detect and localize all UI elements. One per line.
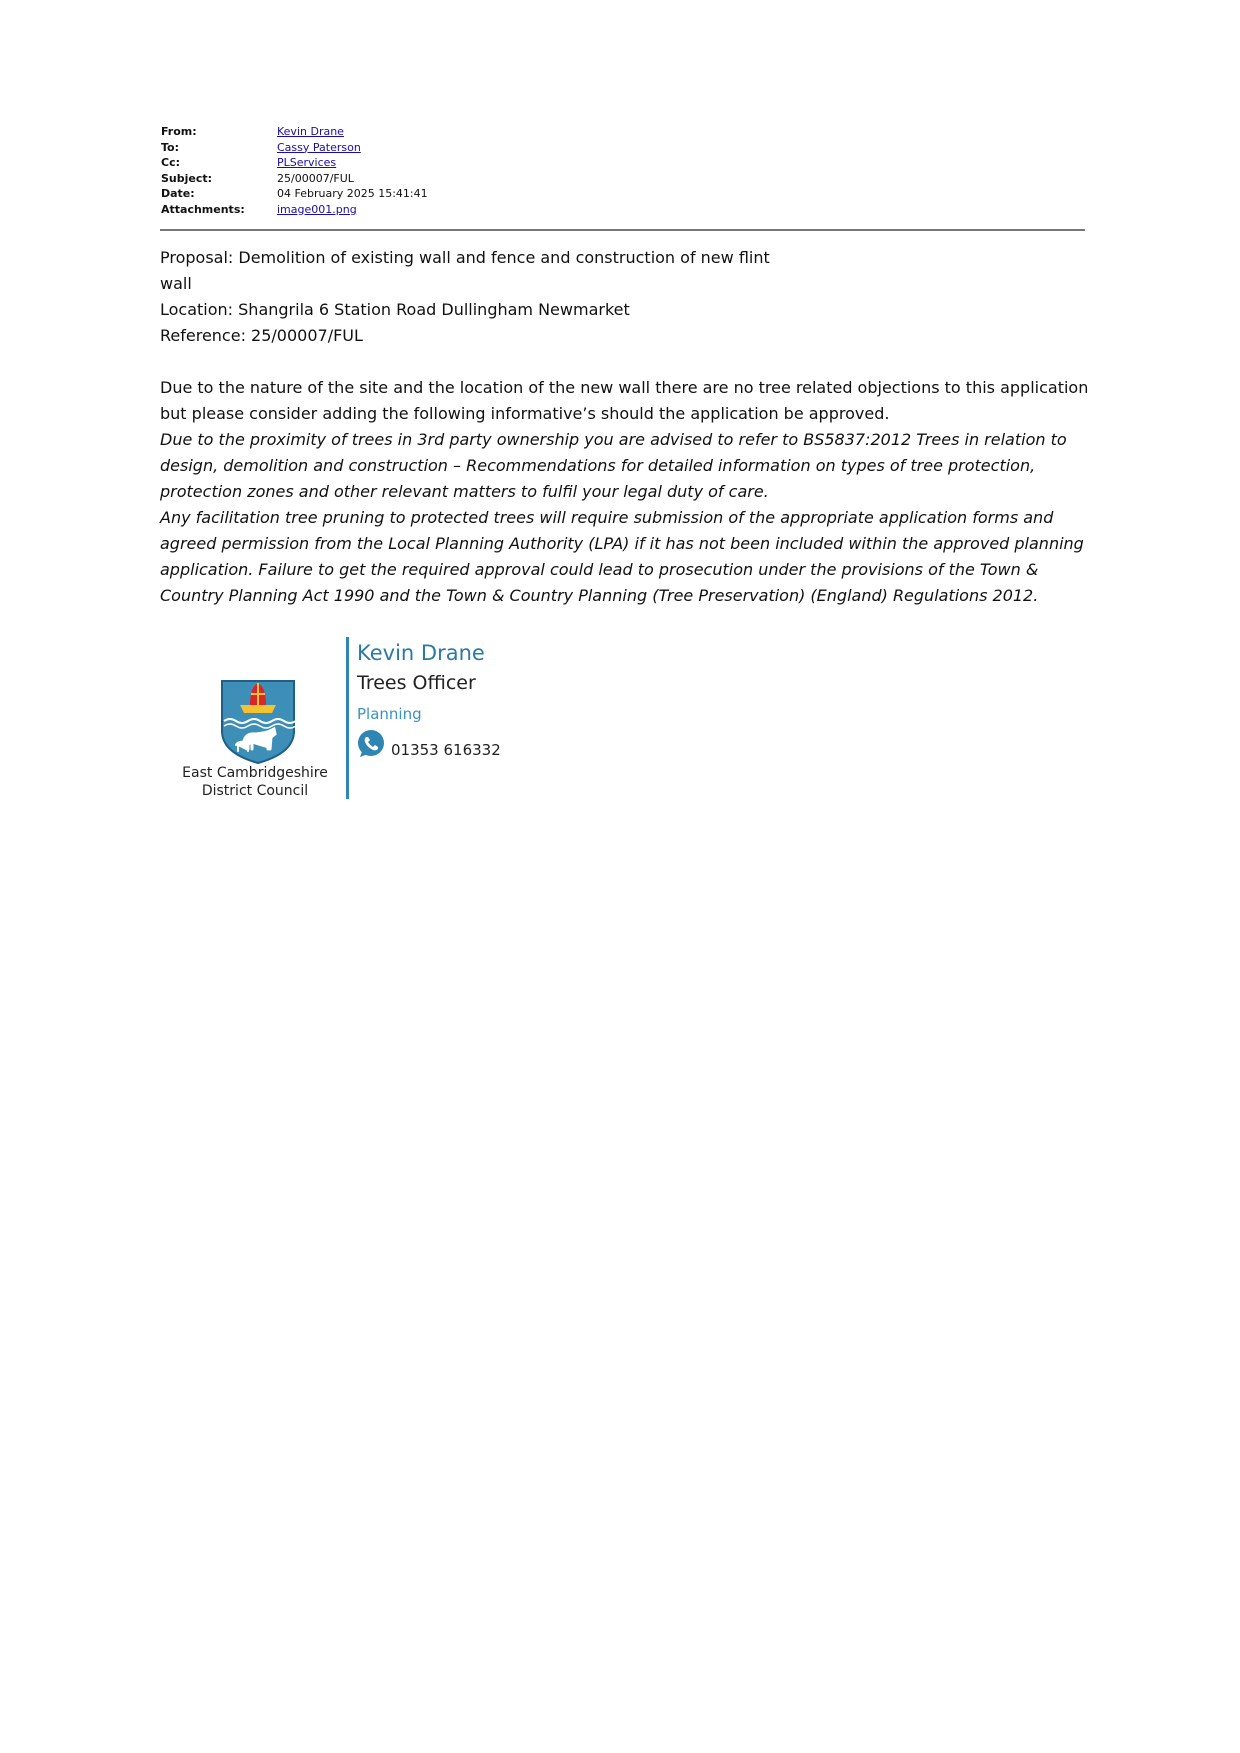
paragraph-spacer xyxy=(160,349,1100,375)
header-label: To: xyxy=(161,140,179,154)
reference-line: Reference: 25/00007/FUL xyxy=(160,326,363,345)
sender-link[interactable]: Kevin Drane xyxy=(277,125,344,138)
signature-phone[interactable]: 01353 616332 xyxy=(391,741,501,759)
council-name-line: District Council xyxy=(201,783,309,799)
cc-link[interactable]: PLServices xyxy=(277,156,337,169)
proposal-line: Proposal: Demolition of existing wall and fence and construction of new flint xyxy=(160,248,770,267)
proposal-line-continued: wall xyxy=(160,274,192,293)
header-row-to xyxy=(161,140,1085,156)
header-row-date xyxy=(161,186,1085,202)
signature-name: Kevin Drane xyxy=(357,641,485,665)
email-signature xyxy=(160,637,660,801)
header-label: Date: xyxy=(161,187,195,200)
informative-pruning: Any facilitation tree pruning to protected trees will require submission of the appropriate application forms and agreed permission from the Local Planning Authority (LPA) if it has not been included within the approved planning application. Failure to get the required approval could lead to prosecution under the provisions of the Town & Country Planning Act 1990 and the Town & Country Planning (Tree Preservation) (England) Regulations 2012. xyxy=(160,508,1084,605)
header-divider xyxy=(160,229,1085,231)
informative-bs5837: Due to the proximity of trees in 3rd party ownership you are advised to refer to BS5837:2012 Trees in relation to design, demolition and construction – Recommendations for detailed information on types of tree protection, protection zones and other relevant matters to fulfil your legal duty of care. xyxy=(160,430,1067,501)
header-row-attachments xyxy=(161,202,1085,218)
email-header xyxy=(161,124,1085,217)
header-row-cc xyxy=(161,155,1085,171)
council-name-line: East Cambridgeshire xyxy=(182,765,328,781)
recipient-link[interactable]: Cassy Paterson xyxy=(277,140,361,154)
header-row-from xyxy=(161,124,1085,140)
location-line: Location: Shangrila 6 Station Road Dullingham Newmarket xyxy=(160,300,630,319)
attachment-link[interactable]: image001.png xyxy=(277,202,357,216)
header-label: Attachments: xyxy=(161,202,245,216)
header-row-subject xyxy=(161,171,1085,187)
date-value: 04 February 2025 15:41:41 xyxy=(277,187,428,200)
header-label: From: xyxy=(161,125,197,138)
email-body xyxy=(160,245,1100,609)
signature-department: Planning xyxy=(357,705,422,723)
header-label: Subject: xyxy=(161,171,213,185)
signature-divider xyxy=(346,637,349,799)
header-label: Cc: xyxy=(161,156,180,169)
subject-value: 25/00007/FUL xyxy=(277,171,354,185)
no-objection-paragraph: Due to the nature of the site and the location of the new wall there are no tree related objections to this application but please consider adding the following informative’s should the application be approved. xyxy=(160,378,1089,423)
council-crest-icon xyxy=(220,679,296,765)
council-name xyxy=(180,764,330,800)
whatsapp-phone-icon xyxy=(356,729,386,759)
signature-job-title: Trees Officer xyxy=(357,672,476,694)
